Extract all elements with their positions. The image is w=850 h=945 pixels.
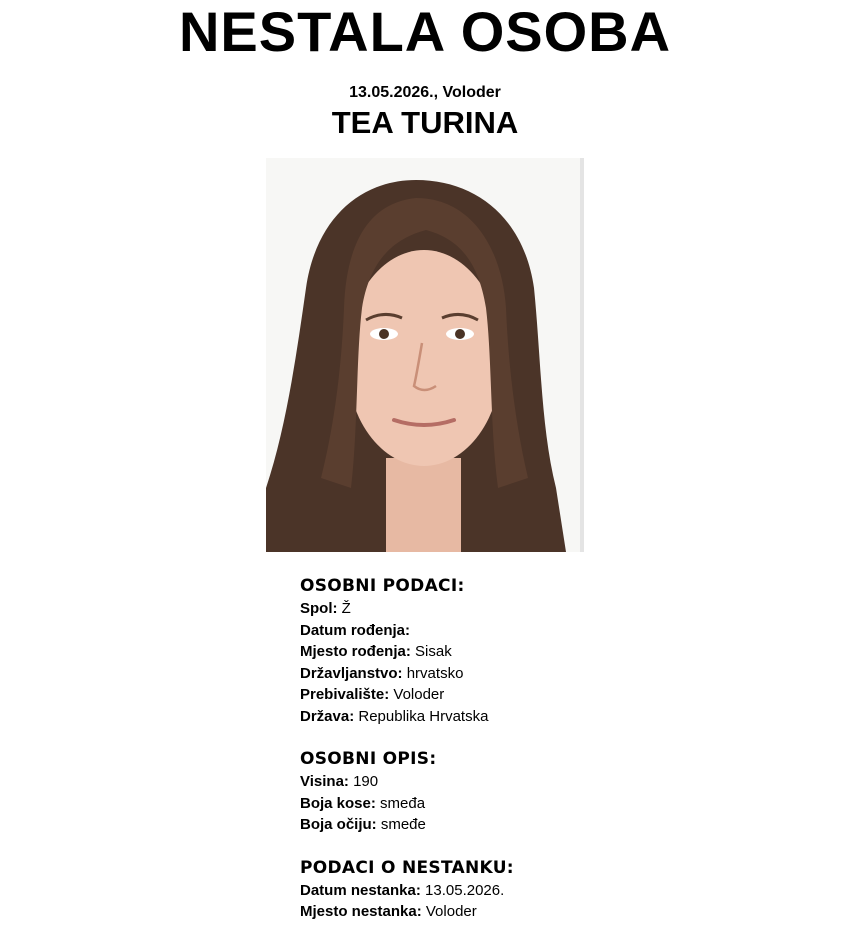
page-title: NESTALA OSOBA	[178, 0, 672, 63]
field-value: Sisak	[415, 643, 452, 660]
field-value: Republika Hrvatska	[358, 707, 489, 725]
field-label: Mjesto nestanka:	[300, 903, 422, 920]
field-label: Datum nestanka:	[300, 881, 421, 899]
field-value: 190	[353, 773, 379, 790]
field-label: Visina:	[300, 773, 349, 790]
info-row	[300, 598, 800, 620]
info-row	[300, 901, 800, 923]
person-name: TEA TURINA	[331, 105, 519, 140]
field-label: Boja kose:	[300, 794, 376, 812]
section-heading: PODACI O NESTANKU:	[300, 857, 514, 878]
info-block	[300, 574, 800, 943]
info-row	[300, 706, 800, 728]
disappearance-section	[300, 856, 800, 923]
field-label: Državljanstvo:	[300, 664, 403, 682]
info-row	[300, 880, 800, 902]
info-row	[300, 663, 800, 685]
section-heading: OSOBNI PODACI:	[300, 576, 465, 596]
field-label: Spol:	[300, 600, 338, 617]
date-location-subtitle: 13.05.2026., Voloder	[349, 84, 501, 101]
personal-description-section	[300, 747, 800, 836]
section-heading: OSOBNI OPIS:	[300, 749, 437, 769]
info-row	[300, 771, 800, 793]
field-label: Prebivalište:	[300, 686, 390, 703]
field-value: smeđe	[380, 816, 426, 833]
person-photo	[266, 158, 584, 552]
info-row	[300, 814, 800, 836]
personal-data-section	[300, 574, 800, 727]
info-row	[300, 620, 800, 642]
field-label: Datum rođenja:	[300, 621, 411, 639]
field-value: 13.05.2026.	[425, 881, 505, 899]
field-label: Boja očiju:	[300, 816, 377, 833]
info-row	[300, 684, 800, 706]
info-row	[300, 641, 800, 663]
info-row	[300, 793, 800, 815]
field-value: Voloder	[393, 686, 445, 703]
field-value: Ž	[341, 600, 351, 617]
field-label: Mjesto rođenja:	[300, 643, 411, 660]
field-value: smeđa	[380, 794, 426, 812]
field-label: Država:	[300, 707, 355, 725]
field-value: Voloder	[425, 903, 477, 920]
portrait-illustration	[266, 158, 584, 552]
field-value: hrvatsko	[406, 664, 464, 682]
